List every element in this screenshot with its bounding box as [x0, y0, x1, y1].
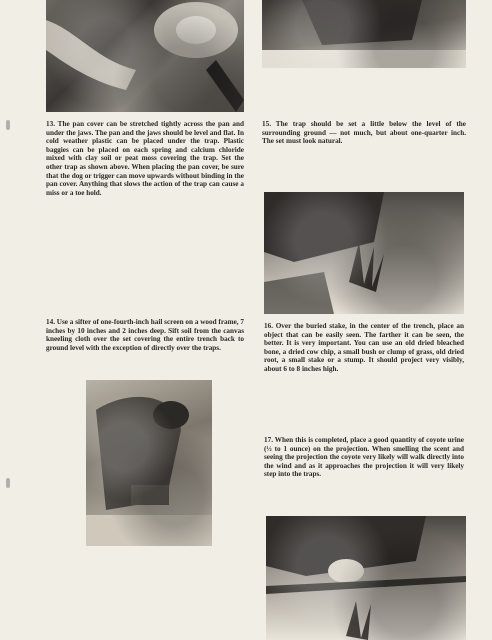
step-13-text: 13. The pan cover can be stretched tightly across the pan and under the jaws. The pan and the jaws should be level and flat. In cold weather plastic can be placed under the trap. Plastic baggies can be placed on each spring and calcium chloride mixed with clay soil or peat moss covering the trap. Set the other trap as shown above. When placing the pan cover, be sure that the dog or trigger can move upwards without binding in the pan cover. Anything that slows the action of the trap can cause a miss or a toe hold.	[46, 120, 244, 197]
photo-applying-scent	[266, 516, 466, 640]
step-17-text: 17. When this is completed, place a good quantity of coyote urine (½ to 1 ounce) on the projection. When smelling the scent and seeing the projection the coyote very likely will walk directly into the wind and as it approaches the projection it will very likely step into the traps.	[264, 436, 464, 479]
photo-placing-projection	[264, 192, 464, 314]
photo-sifting-soil	[86, 380, 212, 546]
step-15-text: 15. The trap should be set a little below the level of the surrounding ground — not much, but about one-quarter inch. The set must look natural.	[262, 120, 466, 146]
binder-hole-bottom	[6, 478, 10, 488]
photo-trap-level	[262, 0, 466, 68]
step-14-text: 14. Use a sifter of one-fourth-inch hail screen on a wood frame, 7 inches by 10 inches and 2 inches deep. Sift soil from the canvas kneeling cloth over the set covering the entire trench back to ground level with the exception of directly over the traps.	[46, 318, 244, 352]
step-16-text: 16. Over the buried stake, in the center of the trench, place an object that can be easily seen. The farther it can be seen, the better. It is very important. You can use an old dried bleached bone, a dried cow chip, a small bush or clump of grass, old dried root, a small stake or a stump. It should project very visibly, about 6 to 8 inches high.	[264, 322, 464, 373]
photo-trap-pan-cover	[46, 0, 244, 112]
binder-hole-top	[6, 120, 10, 130]
